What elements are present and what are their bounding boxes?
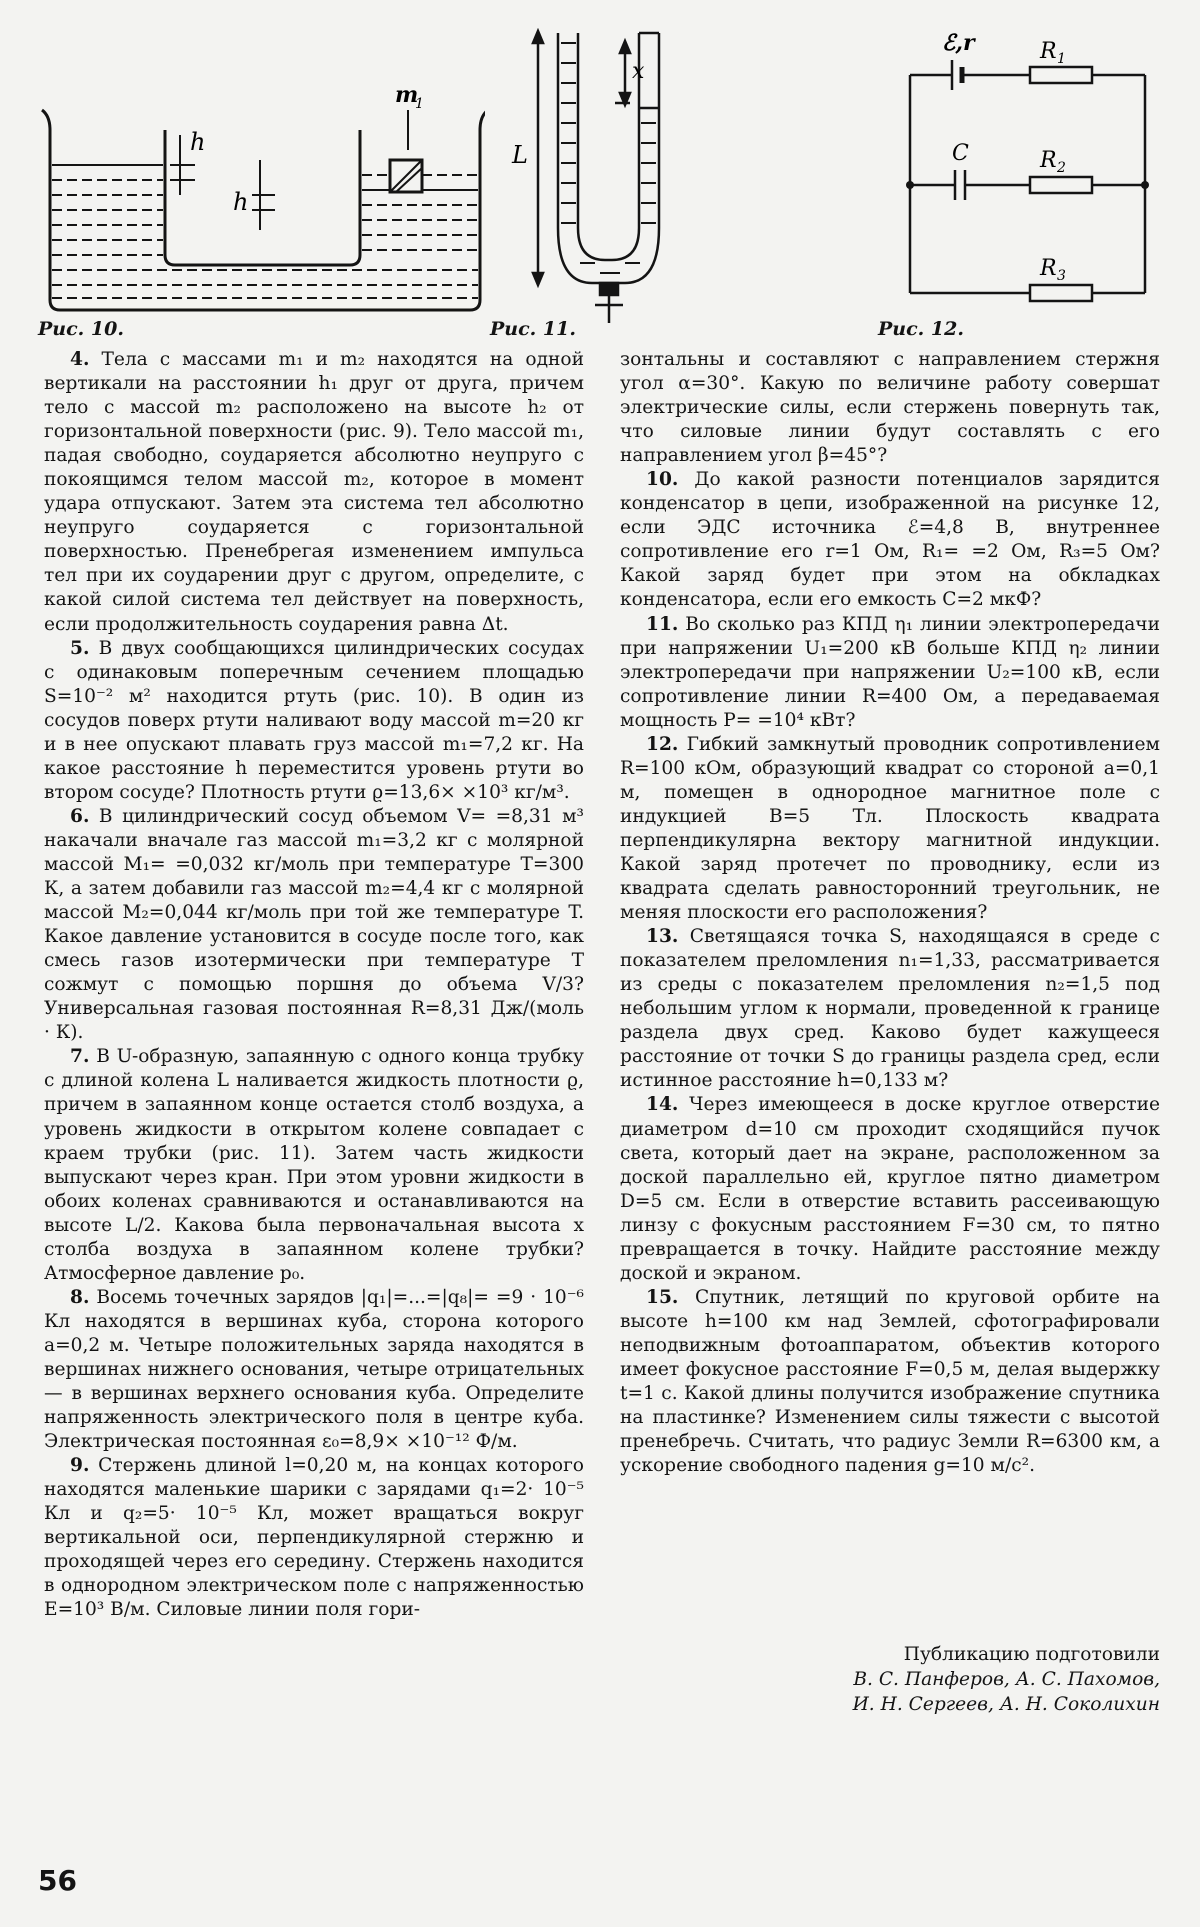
problem-14 (620, 1093, 1160, 1285)
problem-10 (620, 468, 1160, 612)
problem-13 (620, 925, 1160, 1093)
problem-text: Во сколько раз КПД η₁ линии электропередачи при напряжении U₁=200 кВ больше КПД η₂ линии электропередачи при напряжении U₂=100 кВ, если сопротивление линии R=400 Ом, а передаваемая мощность P= =10⁴ кВт? (620, 613, 1160, 731)
problem-number: 11. (646, 613, 679, 635)
fig12-R3-label: R (1040, 256, 1057, 281)
authors-line-2: И. Н. Сергеев, А. Н. Соколихин (852, 1694, 1160, 1715)
fig12-R1-label: R (1040, 39, 1057, 64)
page-number: 56 (38, 1864, 77, 1897)
fig10-caption: Рис. 10. (38, 318, 124, 340)
problem-number: 7. (70, 1046, 90, 1068)
fig11-L-label: L (512, 141, 528, 169)
fig11-x-label: x (632, 59, 645, 84)
fig11-caption: Рис. 11. (490, 318, 576, 340)
fig12-emf-label: ℰ,r (942, 30, 975, 56)
problem-4 (44, 348, 584, 637)
left-column (44, 348, 584, 1622)
credits-authors (720, 1667, 1160, 1717)
figure-12 (900, 20, 1170, 310)
problem-text: Стержень длиной l=0,20 м, на концах которого находятся маленькие шарики с зарядами q₁=2· 10⁻⁵ Кл и q₂=5· 10⁻⁵ Кл, может вращаться вокруг вертикальной оси, перпендикулярной стержню и проходящей через его середину. Стержень находится в однородном электрическом поле с напряженностью E=10³ В/м. Силовые линии поля гори- (44, 1455, 585, 1621)
problem-8 (44, 1286, 584, 1454)
fig12-caption: Рис. 12. (878, 318, 964, 340)
figure-10 (30, 80, 485, 320)
problem-text: В U-образную, запаянную с одного конца трубку с длиной колена L наливается жидкость плотности ϱ, причем в запаянном конце остается столб воздуха, а уровень жидкости в открытом колене совпадает с краем трубки (рис. 11). Затем часть жидкости выпускают через кран. При этом уровни жидкости в обоих коленах сравниваются и останавливаются на высоте L/2. Какова была первоначальная высота x столба воздуха в запаянном колене трубки? Атмосферное давление p₀. (44, 1046, 585, 1284)
problem-12 (620, 733, 1160, 925)
problem-11 (620, 613, 1160, 733)
problem-number: 8. (70, 1286, 90, 1308)
problem-number: 14. (646, 1094, 679, 1116)
fig10-m1-label: m (395, 82, 419, 108)
fig10-h-left-label: h (190, 128, 206, 156)
problem-number: 15. (646, 1286, 679, 1308)
problem-text: В цилиндрический сосуд объемом V= =8,31 м³ накачали вначале газ массой m₁=3,2 кг с молярной массой M₁= =0,032 кг/моль при температуре T=300 К, а затем добавили газ массой m₂=4,4 кг с молярной массой M₂=0,044 кг/моль при той же температуре T. Какое давление установится в сосуде после того, как смесь газов изотермически при температуре T сожмут с помощью поршня до объема V/3? Универсальная газовая постоянная R=8,31 Дж/(моль · К). (44, 805, 584, 1044)
figure-11 (500, 28, 780, 328)
problem-text: Восемь точечных зарядов |q₁|=...=|q₈|= =9 · 10⁻⁶ Кл находятся в вершинах куба, сторона которого a=0,2 м. Четыре положительных заряда находятся в вершинах нижнего основания, четыре отрицательных — в вершинах верхнего основания куба. Определите напряженность электрического поля в центре куба. Электрическая постоянная ε₀=8,9× ×10⁻¹² Ф/м. (44, 1286, 584, 1453)
problem-text: Спутник, летящий по круговой орбите на высоте h=100 км над Землей, сфотографировали неподвижным фотоаппаратом, объектив которого имеет фокусное расстояние F=0,5 м, делая выдержку t=1 с. Какой длины получится изображение спутника на пластинке? Изменением силы тяжести с высотой пренебречь. Считать, что радиус Земли R=6300 км, а ускорение свободного падения g=10 м/с². (620, 1286, 1160, 1477)
problem-9-continued: зонтальны и составляют с направлением стержня угол α=30°. Какую по величине работу совершат электрические силы, если стержень повернуть так, что силовые линии будут составлять с его направлением угол β=45°? (620, 349, 1160, 467)
fig10-h-right-label: h (233, 188, 249, 216)
problem-9 (44, 1454, 584, 1622)
problem-7 (44, 1045, 584, 1285)
problem-number: 13. (646, 926, 679, 948)
fig12-C-label: C (952, 141, 969, 166)
fig12-R2-subscript: 2 (1057, 160, 1066, 176)
problem-6 (44, 805, 584, 1045)
problem-number: 12. (646, 733, 679, 755)
problem-number: 10. (646, 469, 679, 491)
credits-prepared-by: Публикацию подготовили (903, 1644, 1160, 1665)
problem-15 (620, 1286, 1160, 1478)
problem-text: Гибкий замкнутый проводник сопротивлением R=100 кОм, образующий квадрат со стороной a=0,1 м, помещен в однородное магнитное поле с индукцией B=5 Тл. Плоскость квадрата перпендикулярна вектору магнитной индукции. Какой заряд протечет по проводнику, если из квадрата сделать равносторонний треугольник, не меняя плоскости его расположения? (620, 733, 1160, 924)
problem-text: В двух сообщающихся цилиндрических сосудах с одинаковым поперечным сечением площадью S=10⁻² м² находится ртуть (рис. 10). В один из сосудов поверх ртути наливают воду массой m=20 кг и в нее опускают плавать груз массой m₁=7,2 кг. На какое расстояние h переместится уровень ртути во втором сосуде? Плотность ртути ϱ=13,6× ×10³ кг/м³. (44, 637, 584, 803)
problem-text: Тела с массами m₁ и m₂ находятся на одной вертикали на расстоянии h₁ друг от друга, причем тело с массой m₂ расположено на высоте h₂ от горизонтальной поверхности (рис. 9). Тело массой m₁, падая свободно, соударяется абсолютно неупруго с покоящимся телом массой m₂, которое в момент удара отпускают. Затем эта система тел абсолютно неупруго соударяется с горизонтальной поверхностью. Пренебрегая изменением импульса тел при их соударении друг с другом, определите, с какой силой система тел действует на поверхность, если продолжительность соударения равна Δt. (44, 349, 584, 635)
problem-5 (44, 637, 584, 805)
problem-text: Светящаяся точка S, находящаяся в среде с показателем преломления n₁=1,33, рассматривается из среды с показателем преломления n₂=1,5 под небольшим углом к нормали, проведенной к границе раздела двух сред. Каково будет кажущееся расстояние от точки S до границы раздела сред, если истинное расстояние h=0,133 м? (620, 926, 1160, 1092)
problem-text: До какой разности потенциалов зарядится конденсатор в цепи, изображенной на рисунке 12, если ЭДС источника ℰ=4,8 В, внутреннее сопротивление его r=1 Ом, R₁= =2 Ом, R₃=5 Ом? Какой заряд будет при этом на обкладках конденсатора, если его емкость C=2 мкФ? (620, 469, 1160, 611)
problem-number: 9. (70, 1455, 90, 1477)
problem-number: 4. (70, 349, 90, 370)
problem-text: Через имеющееся в доске круглое отверстие диаметром d=10 см проходит сходящийся пучок света, который дает на экране, расположенном за доской параллельно ей, круглое пятно диаметром D=5 см. Если в отверстие вставить рассеивающую линзу с фокусным расстоянием F=30 см, то пятно превращается в точку. Найдите расстояние между доской и экраном. (620, 1094, 1160, 1284)
problem-number: 5. (70, 637, 90, 659)
fig10-m1-subscript: 1 (415, 96, 424, 112)
authors-line-1: В. С. Панферов, А. С. Пахомов, (853, 1669, 1160, 1690)
fig12-R2-label: R (1040, 148, 1057, 173)
right-column (620, 348, 1160, 1478)
problem-number: 6. (70, 805, 90, 827)
fig12-R3-subscript: 3 (1057, 268, 1066, 284)
fig12-R1-subscript: 1 (1057, 51, 1066, 67)
